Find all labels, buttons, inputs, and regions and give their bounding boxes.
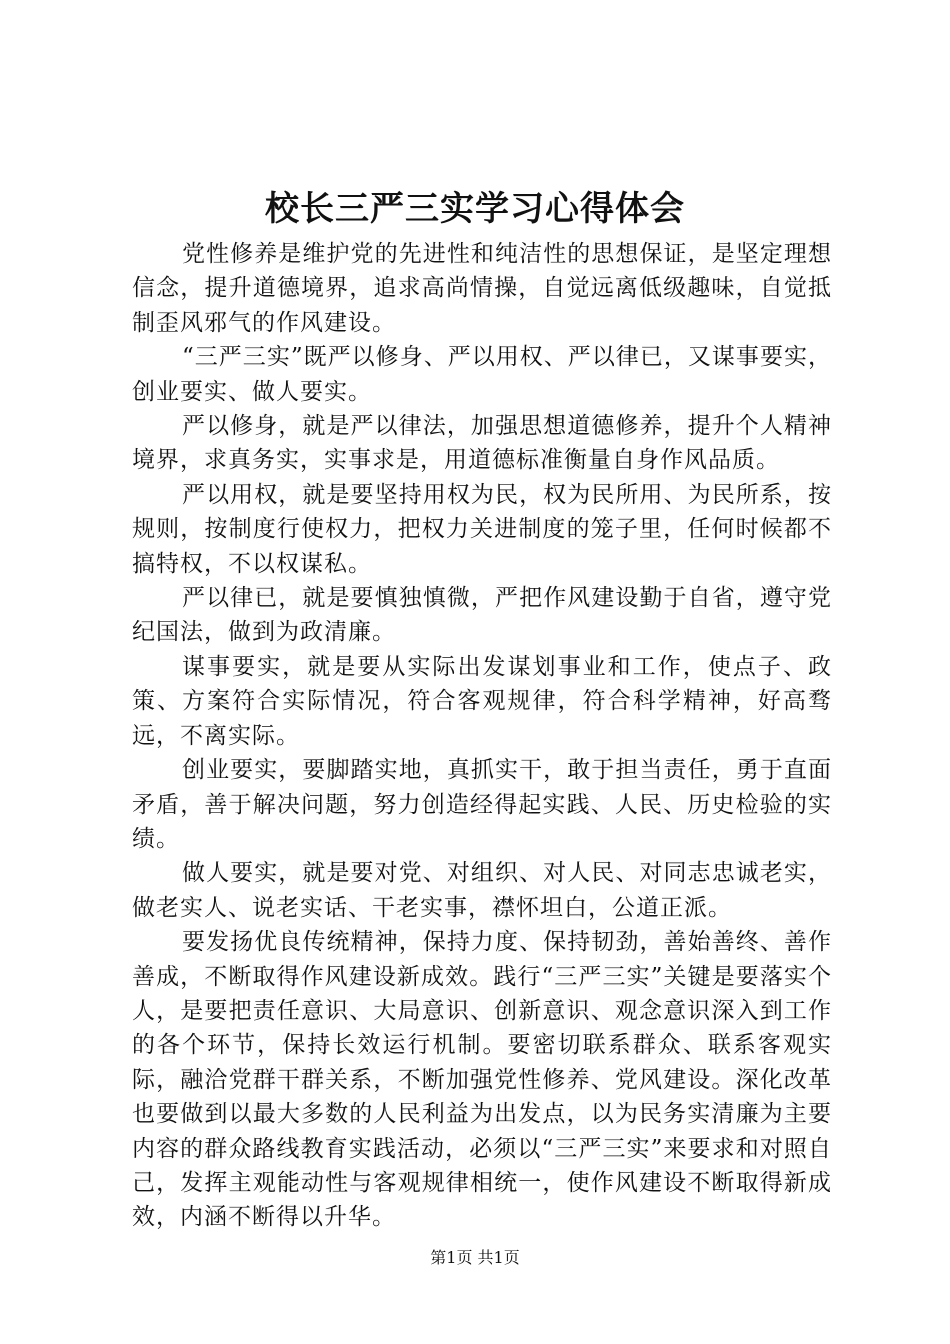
document-title: 校长三严三实学习心得体会 <box>265 189 685 229</box>
paragraph-9: 要发扬优良传统精神，保持力度、保持韧劲，善始善终、善作善成，不断取得作风建设新成效。践行“三严三实”关键是要落实个人，是要把责任意识、大局意识、创新意识、观念意识深入到工作的各个环节，保持长效运行机制。要密切联系群众、联系客观实际，融洽党群干群关系，不断加强党性修养、党风建设。深化改革也要做到以最大多数的人民利益为出发点，以为民务实清廉为主要内容的群众路线教育实践活动，必须以“三严三实”来要求和对照自己，发挥主观能动性与客观规律相统一，使作风建设不断取得新成效，内涵不断得以升华。 <box>132 929 832 1231</box>
paragraph-8: 做人要实，就是要对党、对组织、对人民、对同志忠诚老实，做老实人、说老实话、干老实事，襟怀坦白，公道正派。 <box>132 860 832 921</box>
paragraph-6: 谋事要实，就是要从实际出发谋划事业和工作，使点子、政策、方案符合实际情况，符合客观规律，符合科学精神，好高骛远，不离实际。 <box>132 653 832 749</box>
paragraph-7: 创业要实，要脚踏实地，真抓实干，敢于担当责任，勇于直面矛盾，善于解决问题，努力创造经得起实践、人民、历史检验的实绩。 <box>132 757 832 852</box>
paragraph-4: 严以用权，就是要坚持用权为民，权为民所用、为民所系，按规则，按制度行使权力，把权力关进制度的笼子里，任何时候都不搞特权，不以权谋私。 <box>132 481 832 577</box>
document-body <box>132 237 832 1235</box>
paragraph-2: “三严三实”既严以修身、严以用权、严以律已，又谋事要实，创业要实、做人要实。 <box>132 344 832 405</box>
page-number-footer: 第1页 共1页 <box>430 1248 520 1267</box>
paragraph-1: 党性修养是维护党的先进性和纯洁性的思想保证，是坚定理想信念，提升道德境界，追求高尚情操，自觉远离低级趣味，自觉抵制歪风邪气的作风建设。 <box>132 241 832 336</box>
paragraph-5: 严以律已，就是要慎独慎微，严把作风建设勤于自省，遵守党纪国法，做到为政清廉。 <box>132 585 832 646</box>
paragraph-3: 严以修身，就是严以律法，加强思想道德修养，提升个人精神境界，求真务实，实事求是，用道德标准衡量自身作风品质。 <box>132 413 832 474</box>
